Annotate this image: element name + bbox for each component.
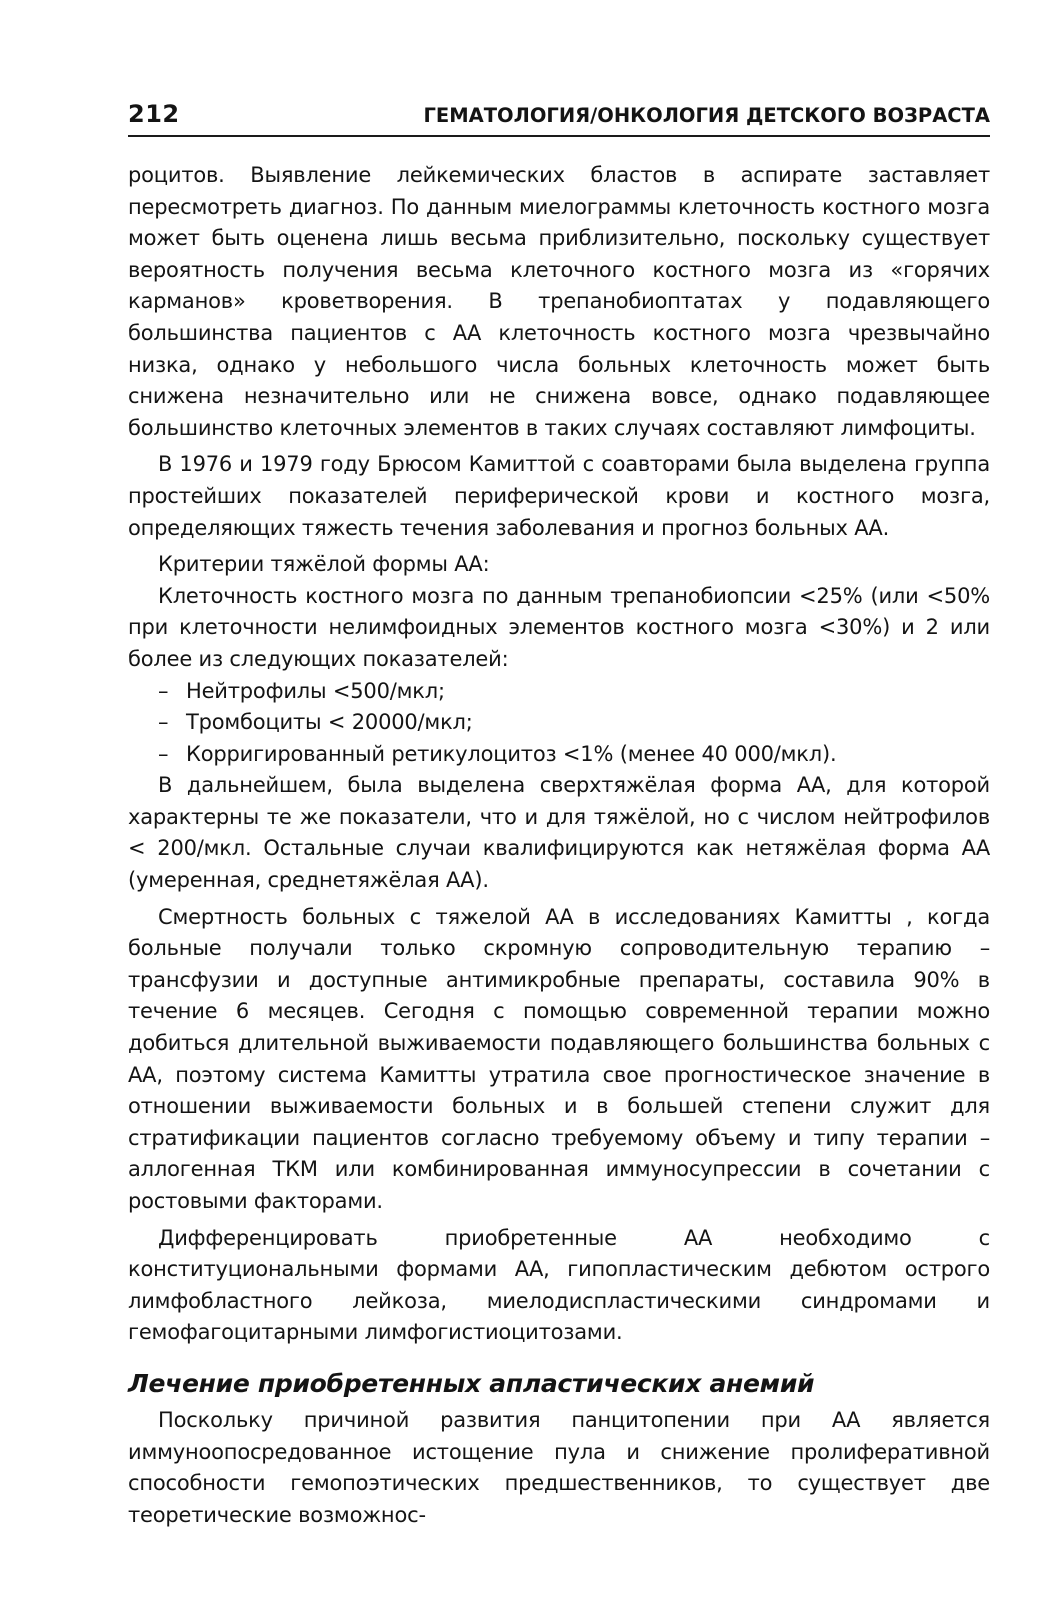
list-dash: – (158, 678, 169, 703)
page-body (128, 160, 990, 1531)
paragraph-mortality: Смертность больных с тяжелой АА в исследованиях Камитты , когда больные получали только скромную сопроводительную терапию – трансфузии и доступные антимикробные препараты, составила 90% в течение 6 месяцев. Сегодня с помощью современной терапии можно добиться длительной выживаемости подавляющего большинства больных с АА, поэтому система Камитты утратила свое прогностическое значение в отношении выживаемости больных и в большей степени служит для стратификации пациентов согласно требуемому объему и типу терапии – аллогенная ТКМ или комбинированная иммуносупрессии в сочетании с ростовыми факторами. (128, 904, 990, 1213)
list-item (128, 739, 990, 771)
list-dash: – (158, 710, 169, 735)
list-item (128, 676, 990, 708)
header-rule (128, 135, 990, 137)
paragraph-very-severe-form: В дальнейшем, была выделена сверхтяжёлая форма АА, для которой характерны те же показатели, что и для тяжёлой, но с числом нейтрофилов < 200/мкл. Остальные случаи квалифицируются как нетяжёлая форма АА (умеренная, среднетяжёлая АА). (128, 773, 990, 893)
paragraph-differential-diagnosis: Дифференцировать приобретенные АА необходимо с конституциональными формами АА, гипопластическим дебютом острого лимфобластного лейкоза, миелодиспластическими синдромами и гемофагоцитарными лимфогистиоцитозами. (128, 1225, 990, 1345)
paragraph-camitta-criteria-intro: В 1976 и 1979 году Брюсом Камиттой с соавторами была выделена группа простейших показателей периферической крови и костного мозга, определяющих тяжесть течения заболевания и прогноз больных АА. (128, 452, 990, 540)
paragraph-cellularity-criterion: Клеточность костного мозга по данным трепанобиопсии <25% (или <50% при клеточности нелимфоидных элементов костного мозга <30%) и 2 или более из следующих показателей: (128, 583, 990, 671)
list-item-text: Корригированный ретикулоцитоз <1% (менее 40 000/мкл). (186, 741, 837, 766)
list-item-text: Тромбоциты < 20000/мкл; (186, 710, 473, 735)
list-item (128, 707, 990, 739)
book-page (128, 96, 990, 1527)
page-header (128, 96, 990, 130)
paragraph-severe-criteria-title: Критерии тяжёлой формы АА: (158, 552, 490, 577)
list-dash: – (158, 741, 169, 766)
running-title: ГЕМАТОЛОГИЯ/ОНКОЛОГИЯ ДЕТСКОГО ВОЗРАСТА (423, 104, 990, 127)
list-item-text: Нейтрофилы <500/мкл; (186, 678, 445, 703)
paragraph-continuation: роцитов. Выявление лейкемических бластов в аспирате заставляет пересмотреть диагноз. По данным миелограммы клеточность костного мозга может быть оценена лишь весьма приблизительно, поскольку существует вероятность получения весьма клеточного костного мозга из «горячих карманов» кроветворения. В трепанобиоптатах у подавляющего большинства пациентов с АА клеточность костного мозга чрезвычайно низка, однако у небольшого числа больных клеточность может быть снижена незначительно или не снижена вовсе, однако подавляющее большинство клеточных элементов в таких случаях составляют лимфоциты. (128, 163, 990, 440)
section-heading: Лечение приобретенных апластических анемий (128, 1368, 815, 1398)
criteria-list (128, 676, 990, 771)
paragraph-treatment-intro: Поскольку причиной развития панцитопении при АА является иммуноопосредованное истощение пула и снижение пролиферативной способности гемопоэтических предшественников, то существует две теоретические возможнос- (128, 1407, 990, 1527)
page-number: 212 (128, 100, 180, 128)
